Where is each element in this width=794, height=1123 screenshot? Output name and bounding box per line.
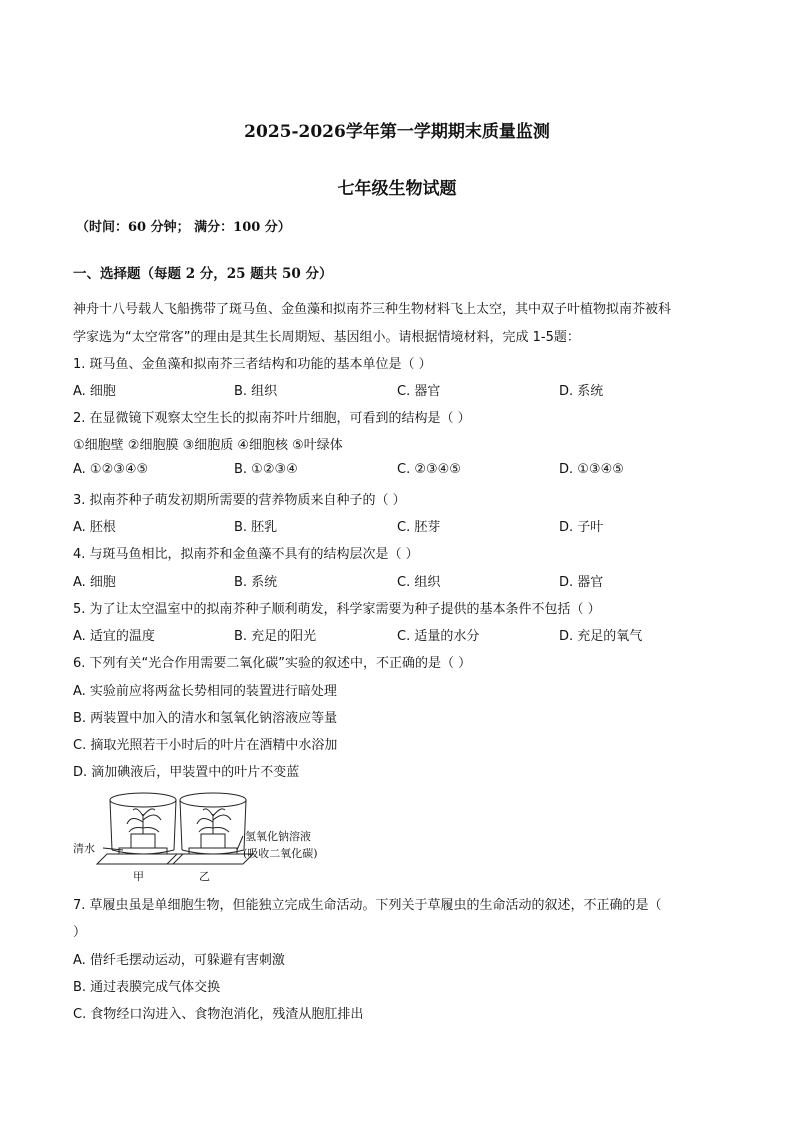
exam-title: 2025-2026学年第一学期期末质量监测 (244, 122, 550, 142)
label-naoh: 氢氧化钠溶液 (245, 830, 311, 843)
question-6-option-d: D. 滴加碘液后，甲装置中的叶片不变蓝 (73, 765, 300, 780)
question-2-option-a: A. ①②③④⑤ (73, 462, 149, 477)
exam-subtitle: 七年级生物试题 (337, 179, 457, 199)
question-3-option-d: D. 子叶 (559, 520, 604, 535)
question-6-option-b: B. 两装置中加入的清水和氢氧化钠溶液应等量 (73, 711, 338, 726)
question-4-option-c: C. 组织 (397, 575, 441, 590)
label-absorb-co2: (吸收二氧化碳) (243, 847, 318, 860)
label-jia: 甲 (133, 870, 144, 883)
question-2-structures: ①细胞壁 ②细胞膜 ③细胞质 ④细胞核 ⑤叶绿体 (73, 438, 343, 453)
question-4-option-a: A. 细胞 (73, 575, 116, 590)
question-5-option-b: B. 充足的阳光 (234, 629, 317, 644)
question-3-option-b: B. 胚乳 (234, 520, 278, 535)
section-heading: 一、选择题（每题 2 分，25 题共 50 分） (73, 266, 333, 282)
question-5-option-d: D. 充足的氧气 (559, 629, 643, 644)
question-3-option-c: C. 胚芽 (397, 520, 441, 535)
question-5-stem: 5. 为了让太空温室中的拟南芥种子顺利萌发，科学家需要为种子提供的基本条件不包括（ ） (73, 602, 601, 617)
question-3-option-a: A. 胚根 (73, 520, 116, 535)
question-1-option-d: D. 系统 (559, 384, 604, 399)
intro-text-line-1: 神舟十八号载人飞船携带了斑马鱼、金鱼藻和拟南芥三种生物材料飞上太空，其中双子叶植物拟南芥被科 (73, 302, 672, 317)
question-2-option-b: B. ①②③④ (234, 462, 298, 477)
question-7-option-a: A. 借纤毛摆动运动，可躲避有害刺激 (73, 953, 285, 968)
question-3-stem: 3. 拟南芥种子萌发初期所需要的营养物质来自种子的（ ） (73, 493, 406, 508)
jar-yi (167, 793, 253, 864)
question-7-option-c: C. 食物经口沟进入、食物泡消化，残渣从胞肛排出 (73, 1007, 364, 1022)
exam-info: （时间：60 分钟； 满分：100 分） (76, 220, 291, 235)
question-5-option-c: C. 适量的水分 (397, 629, 480, 644)
label-water: 清水 (73, 842, 95, 855)
question-1-stem: 1. 斑马鱼、金鱼藻和拟南芥三者结构和功能的基本单位是（ ） (73, 357, 432, 372)
question-7-option-b: B. 通过表膜完成气体交换 (73, 980, 221, 995)
question-1-option-a: A. 细胞 (73, 384, 116, 399)
question-4-option-b: B. 系统 (234, 575, 278, 590)
question-7-stem: 7. 草履虫虽是单细胞生物，但能独立完成生命活动。下列关于草履虫的生命活动的叙述，不正确的是（ (73, 898, 662, 913)
question-1-option-b: B. 组织 (234, 384, 278, 399)
question-2-option-d: D. ①③④⑤ (559, 462, 624, 477)
label-yi: 乙 (199, 870, 210, 883)
question-2-stem: 2. 在显微镜下观察太空生长的拟南芥叶片细胞，可看到的结构是（ ） (73, 411, 471, 426)
question-6-option-a: A. 实验前应将两盆长势相同的装置进行暗处理 (73, 684, 337, 699)
intro-text-line-2: 学家选为“太空常客”的理由是其生长周期短、基因组小。请根据情境材料，完成 1-5题： (73, 330, 580, 345)
question-4-stem: 4. 与斑马鱼相比，拟南芥和金鱼藻不具有的结构层次是（ ） (73, 547, 419, 562)
experiment-figure (73, 788, 333, 884)
question-6-option-c: C. 摘取光照若干小时后的叶片在酒精中水浴加 (73, 738, 338, 753)
question-7-stem-cont: ） (73, 925, 87, 940)
question-6-stem: 6. 下列有关“光合作用需要二氧化碳”实验的叙述中，不正确的是（ ） (73, 656, 472, 671)
question-4-option-d: D. 器官 (559, 575, 604, 590)
question-5-option-a: A. 适宜的温度 (73, 629, 155, 644)
question-2-option-c: C. ②③④⑤ (397, 462, 461, 477)
jar-jia (97, 793, 183, 864)
question-1-option-c: C. 器官 (397, 384, 441, 399)
